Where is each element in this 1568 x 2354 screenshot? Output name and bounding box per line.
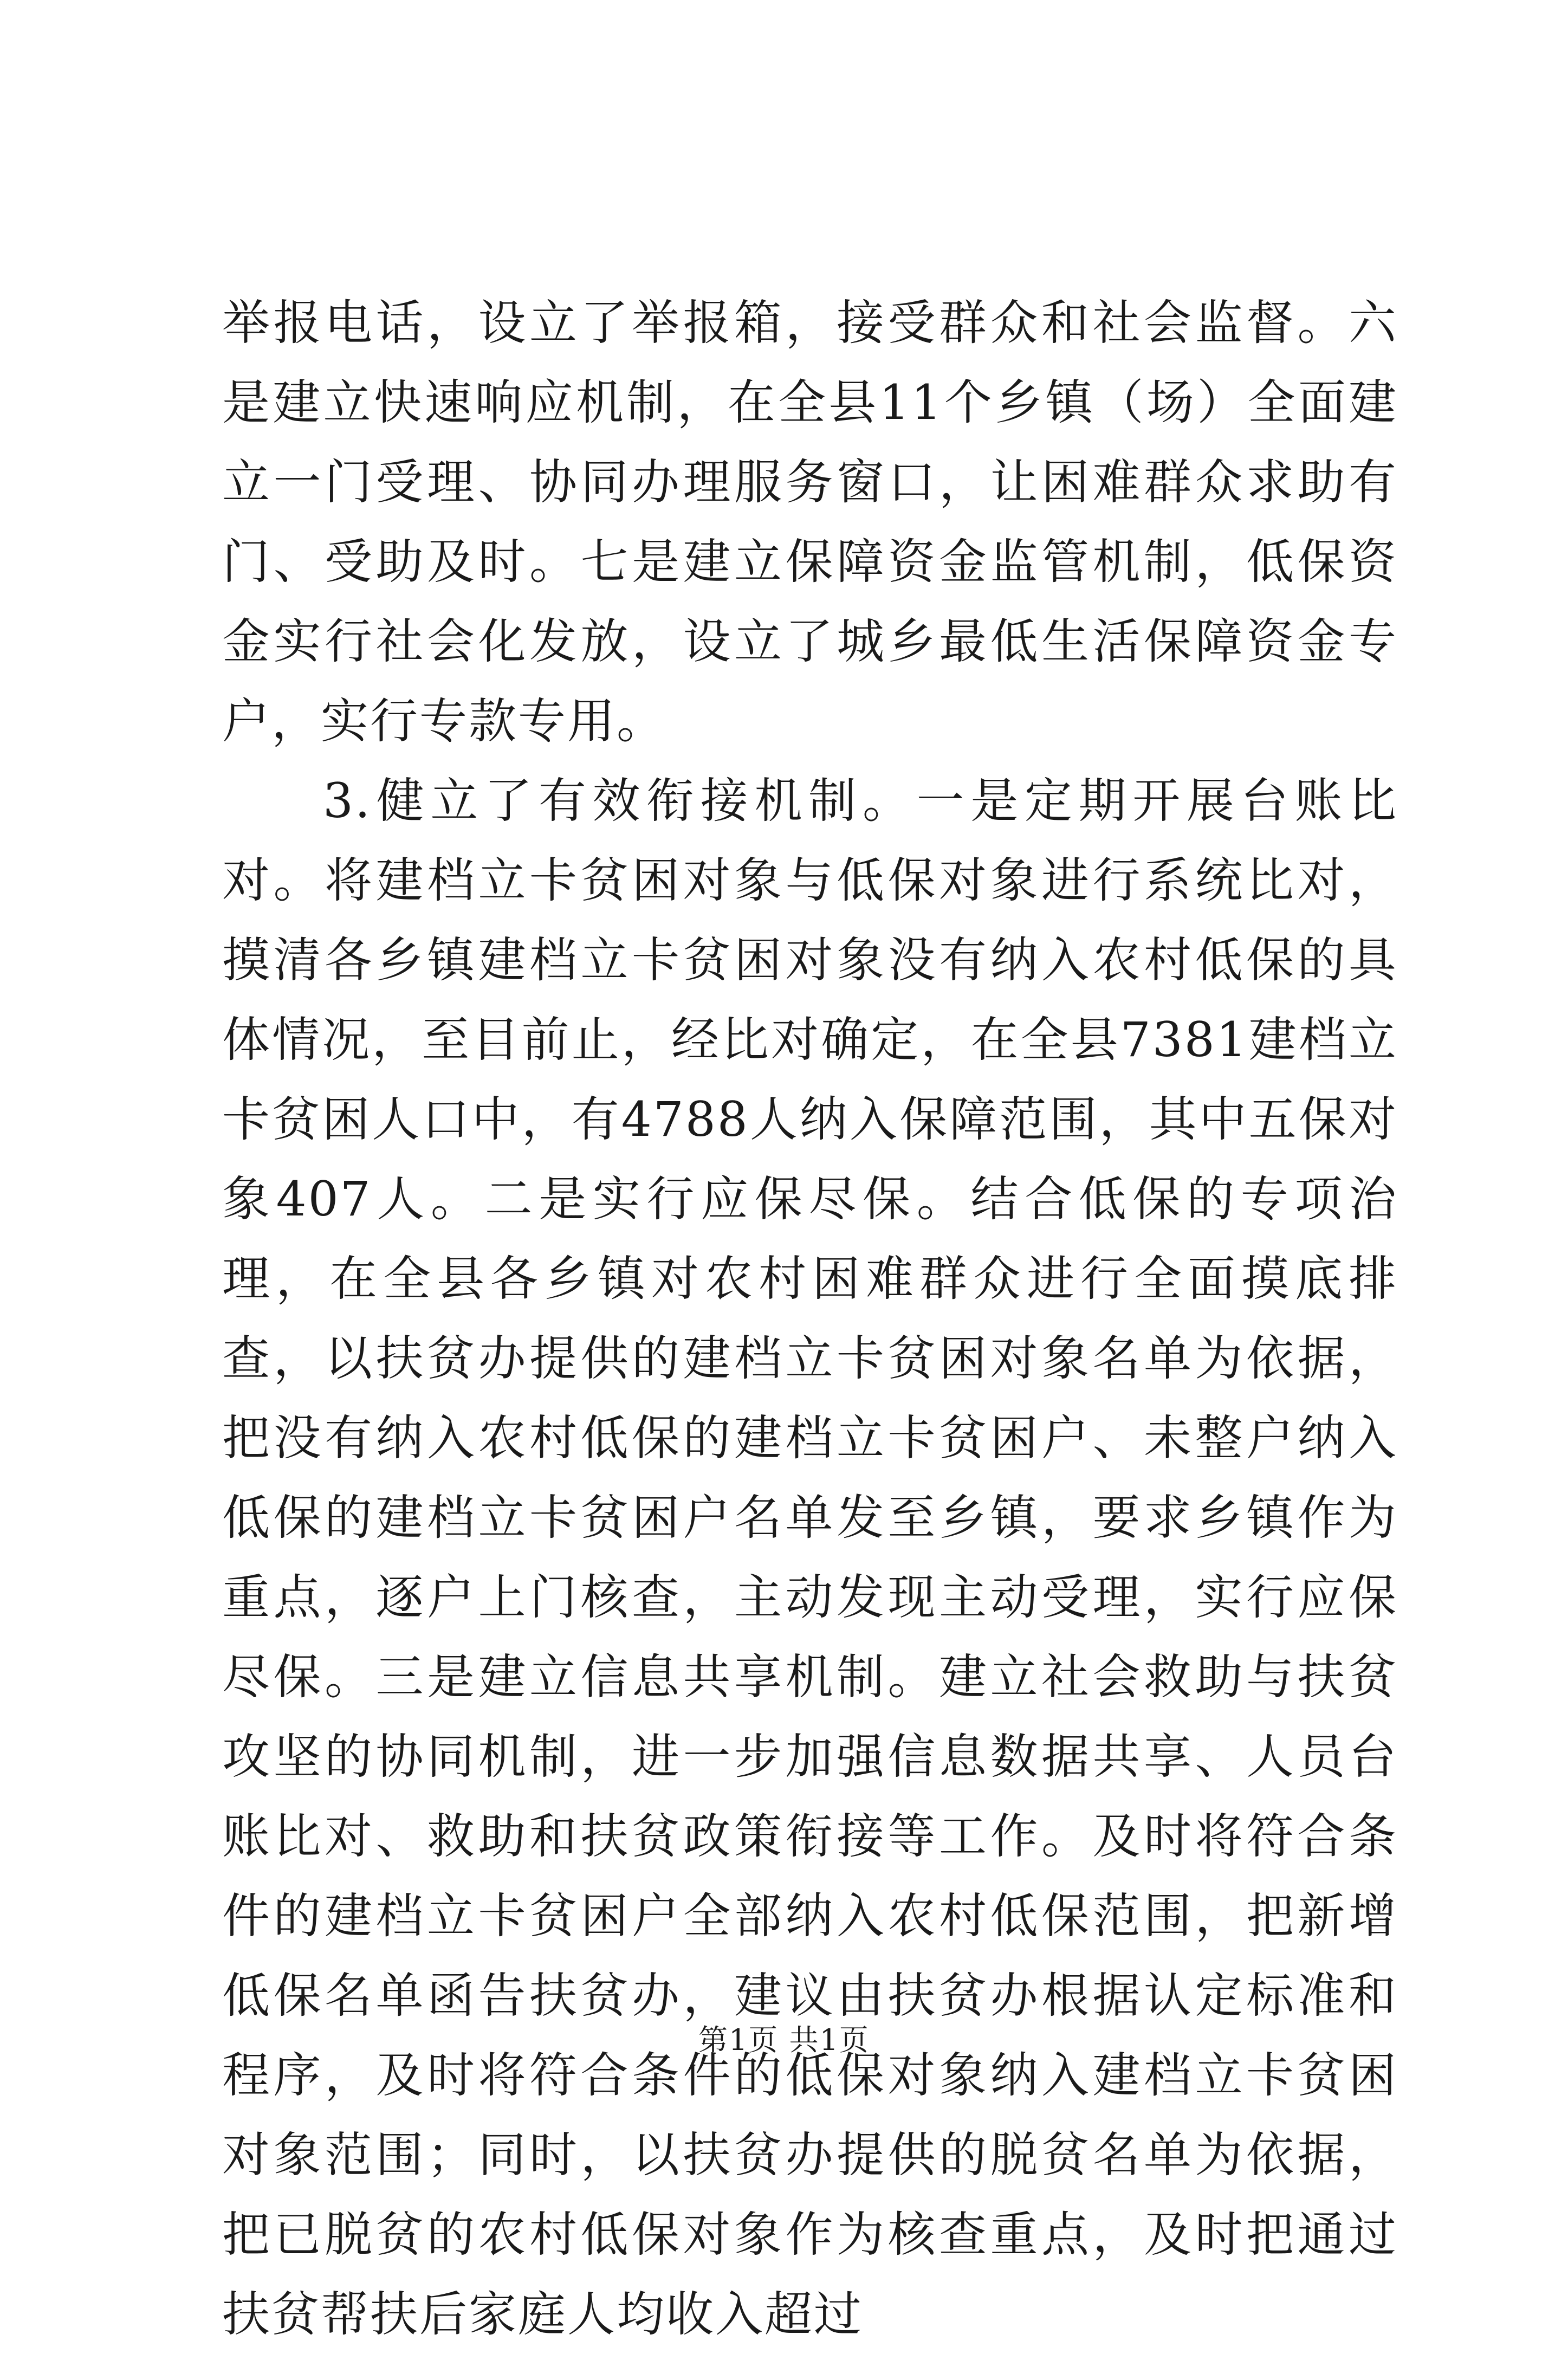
page-footer: 第1页 共1页 bbox=[698, 2023, 870, 2057]
paragraph-section-3: 3.健立了有效衔接机制。一是定期开展台账比对。将建档立卡贫困对象与低保对象进行系统比对，摸清各乡镇建档立卡贫困对象没有纳入农村低保的具体情况，至目前止，经比对确定，在全县7381建档立卡贫困人口中，有4788人纳入保障范围，其中五保对象407人。二是实行应保尽保。结合低保的专项治理，在全县各乡镇对农村困难群众进行全面摸底排查，以扶贫办提供的建档立卡贫困对象名单为依据，把没有纳入农村低保的建档立卡贫困户、未整户纳入低保的建档立卡贫困户名单发至乡镇，要求乡镇作为重点，逐户上门核查，主动发现主动受理，实行应保尽保。三是建立信息共享机制。建立社会救助与扶贫攻坚的协同机制，进一步加强信息数据共享、人员台账比对、救助和扶贫政策衔接等工作。及时将符合条件的建档立卡贫困户全部纳入农村低保范围，把新增低保名单函告扶贫办，建议由扶贫办根据认定标准和程序，及时将符合条件的低保对象纳入建档立卡贫困对象范围；同时，以扶贫办提供的脱贫名单为依据，把已脱贫的农村低保对象作为核查重点，及时把通过扶贫帮扶后家庭人均收入超过 bbox=[222, 773, 1398, 2342]
paragraph-continuation: 举报电话，设立了举报箱，接受群众和社会监督。六是建立快速响应机制，在全县11个乡镇（场）全面建立一门受理、协同办理服务窗口，让困难群众求助有门、受助及时。七是建立保障资金监管机制，低保资金实行社会化发放，设立了城乡最低生活保障资金专户，实行专款专用。 bbox=[222, 295, 1398, 749]
